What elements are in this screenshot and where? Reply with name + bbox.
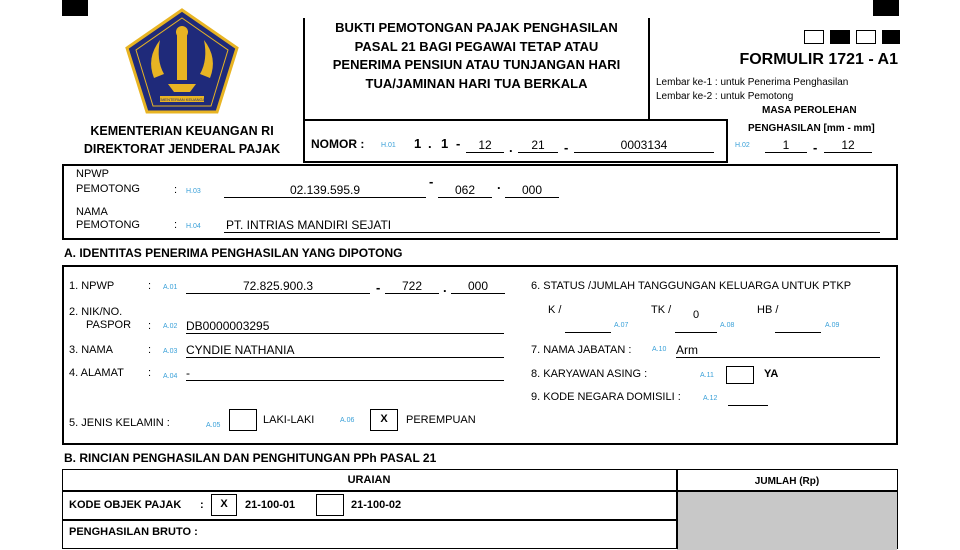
a-alamat-line-2[interactable] <box>186 380 504 381</box>
b-kode-label: KODE OBJEK PAJAK <box>69 499 182 511</box>
b-kode-2-label: 21-100-02 <box>351 499 402 511</box>
b-kode-1-checkbox[interactable]: X <box>211 494 237 516</box>
a-npwp-code: A.01 <box>163 284 178 291</box>
nomor-part-5[interactable]: 0003134 <box>574 138 714 153</box>
nomor-part-4[interactable]: 21 <box>518 138 558 153</box>
a-hb-code: A.09 <box>825 322 840 329</box>
b-bruto-label: PENGHASILAN BRUTO : <box>69 526 198 538</box>
form-title <box>305 19 648 93</box>
npwp-pemotong-kpp[interactable]: 062 <box>438 183 492 198</box>
a-alamat-value[interactable]: - <box>186 366 504 381</box>
b-kode-1-label: 21-100-01 <box>245 499 296 511</box>
nama-pemotong-value[interactable]: PT. INTRIAS MANDIRI SEJATI <box>224 218 880 233</box>
form-name: FORMULIR 1721 - A1 <box>739 51 898 68</box>
section-a-title: A. IDENTITAS PENERIMA PENGHASILAN YANG DIPOTONG <box>64 246 403 260</box>
a-nama-value[interactable]: CYNDIE NATHANIA <box>186 343 504 358</box>
npwp-pemotong-colon: : <box>174 184 178 196</box>
masa-code: H.02 <box>735 142 750 149</box>
nomor-dash-1: - <box>456 136 461 151</box>
a-jabatan-label: 7. NAMA JABATAN : <box>531 344 632 356</box>
a-alamat-colon: : <box>148 367 152 379</box>
masa-label-1: MASA PEROLEHAN <box>762 105 857 116</box>
title-line-1: BUKTI PEMOTONGAN PAJAK PENGHASILAN <box>335 20 618 35</box>
nomor-dash-2: - <box>564 140 569 155</box>
title-line-4: TUA/JAMINAN HARI TUA BERKALA <box>365 75 588 91</box>
npwp-pemotong-main[interactable]: 02.139.595.9 <box>224 183 426 198</box>
corner-marker-left <box>62 0 88 16</box>
nomor-code: H.01 <box>381 142 396 149</box>
a-nik-label-2: PASPOR <box>86 319 132 331</box>
nomor-part-1: 1 <box>414 136 422 151</box>
a-tk-label: TK / <box>651 304 672 316</box>
a-tk-code: A.08 <box>720 322 735 329</box>
corner-marker-right <box>873 0 899 16</box>
nama-pemotong-code: H.04 <box>186 223 201 230</box>
a-hb-label: HB / <box>757 304 779 316</box>
nomor-part-2: 1 <box>441 136 449 151</box>
a-negara-code: A.12 <box>703 395 718 402</box>
a-nik-colon: : <box>148 320 152 332</box>
npwp-pemotong-label-1: NPWP <box>76 168 109 180</box>
ministry-name <box>62 122 302 158</box>
a-nik-label-1: 2. NIK/NO. <box>69 306 123 318</box>
nomor-label: NOMOR : <box>311 137 365 151</box>
section-b-jumlah-grey <box>677 490 897 550</box>
sheet-1-note: Lembar ke-1 : untuk Penerima Penghasilan <box>656 77 849 88</box>
a-npwp-dot: . <box>443 280 447 295</box>
form-marker-boxes <box>804 30 900 44</box>
nama-pemotong-colon: : <box>174 219 178 231</box>
nama-pemotong-label-2: PEMOTONG <box>76 219 140 231</box>
a-asing-label: 8. KARYAWAN ASING : <box>531 368 648 380</box>
a-npwp-label: 1. NPWP <box>69 280 115 292</box>
nomor-part-3[interactable]: 12 <box>466 138 504 153</box>
a-npwp-kpp[interactable]: 722 <box>385 279 439 294</box>
a-jk-label: 5. JENIS KELAMIN : <box>69 417 170 429</box>
title-line-3: PENERIMA PENSIUN ATAU TUNJANGAN HARI <box>332 57 621 72</box>
npwp-pemotong-label-2: PEMOTONG <box>76 183 140 195</box>
section-b-col-uraian: URAIAN <box>347 474 391 486</box>
a-tk-value[interactable]: 0 <box>675 310 717 333</box>
a-k-value[interactable] <box>565 318 611 333</box>
a-negara-value[interactable] <box>728 391 768 406</box>
a-npwp-main[interactable]: 72.825.900.3 <box>186 279 370 294</box>
npwp-pemotong-dot: . <box>497 177 501 192</box>
a-asing-ya: YA <box>764 368 779 380</box>
section-b-row-line-1 <box>62 490 898 492</box>
ministry-line-1: KEMENTERIAN KEUANGAN RI <box>90 124 274 138</box>
ministry-line-2: DIREKTORAT JENDERAL PAJAK <box>83 142 281 156</box>
npwp-pemotong-code: H.03 <box>186 188 201 195</box>
a-status-label: 6. STATUS /JUMLAH TANGGUNGAN KELUARGA UNTUK PTKP <box>531 280 852 292</box>
masa-to[interactable]: 12 <box>824 138 872 153</box>
masa-from[interactable]: 1 <box>765 138 807 153</box>
nomor-dot-2: . <box>509 140 513 155</box>
kemenkeu-logo <box>124 8 240 116</box>
a-asing-code: A.11 <box>700 372 714 379</box>
section-b-col-jumlah: JUMLAH (Rp) <box>754 476 820 487</box>
a-hb-value[interactable] <box>775 318 821 333</box>
nama-pemotong-label-1: NAMA <box>76 206 108 218</box>
masa-label-2: PENGHASILAN [mm - mm] <box>748 123 875 134</box>
a-nik-code: A.02 <box>163 323 178 330</box>
a-nama-label: 3. NAMA <box>69 344 114 356</box>
sheet-2-note: Lembar ke-2 : untuk Pemotong <box>656 91 794 102</box>
masa-dash: - <box>813 140 818 155</box>
a-jk-perempuan-label: PEREMPUAN <box>406 414 476 426</box>
a-jk-code-p: A.06 <box>340 417 355 424</box>
section-b-title: B. RINCIAN PENGHASILAN DAN PENGHITUNGAN PPh PASAL 21 <box>64 451 437 465</box>
a-negara-label: 9. KODE NEGARA DOMISILI : <box>531 391 681 403</box>
a-nama-colon: : <box>148 344 152 356</box>
logo-lettering: KEMENTERIAN KEUANGAN <box>155 97 209 102</box>
npwp-pemotong-dash: - <box>429 174 434 189</box>
b-kode-2-checkbox[interactable] <box>316 494 344 516</box>
a-jk-laki-checkbox[interactable] <box>229 409 257 431</box>
a-k-label: K / <box>548 304 562 316</box>
a-alamat-label: 4. ALAMAT <box>69 367 124 379</box>
a-npwp-cab[interactable]: 000 <box>451 279 505 294</box>
a-jk-perempuan-checkbox[interactable]: X <box>370 409 398 431</box>
b-kode-colon: : <box>200 499 204 511</box>
a-jk-laki-label: LAKI-LAKI <box>263 414 315 426</box>
a-jk-code-l: A.05 <box>206 422 221 429</box>
a-jabatan-value[interactable]: Arm <box>676 343 880 358</box>
a-nama-code: A.03 <box>163 348 178 355</box>
a-npwp-colon: : <box>148 280 152 292</box>
title-line-2: PASAL 21 BAGI PEGAWAI TETAP ATAU <box>354 38 599 54</box>
a-k-code: A.07 <box>614 322 629 329</box>
nomor-dot-1: . <box>428 136 432 151</box>
a-alamat-code: A.04 <box>163 373 178 380</box>
npwp-pemotong-cab[interactable]: 000 <box>505 183 559 198</box>
a-jabatan-code: A.10 <box>652 346 667 353</box>
a-npwp-dash: - <box>376 280 381 295</box>
a-asing-checkbox[interactable] <box>726 366 754 384</box>
section-b-row-line-2 <box>62 519 677 521</box>
a-nik-value[interactable]: DB0000003295 <box>186 319 504 334</box>
